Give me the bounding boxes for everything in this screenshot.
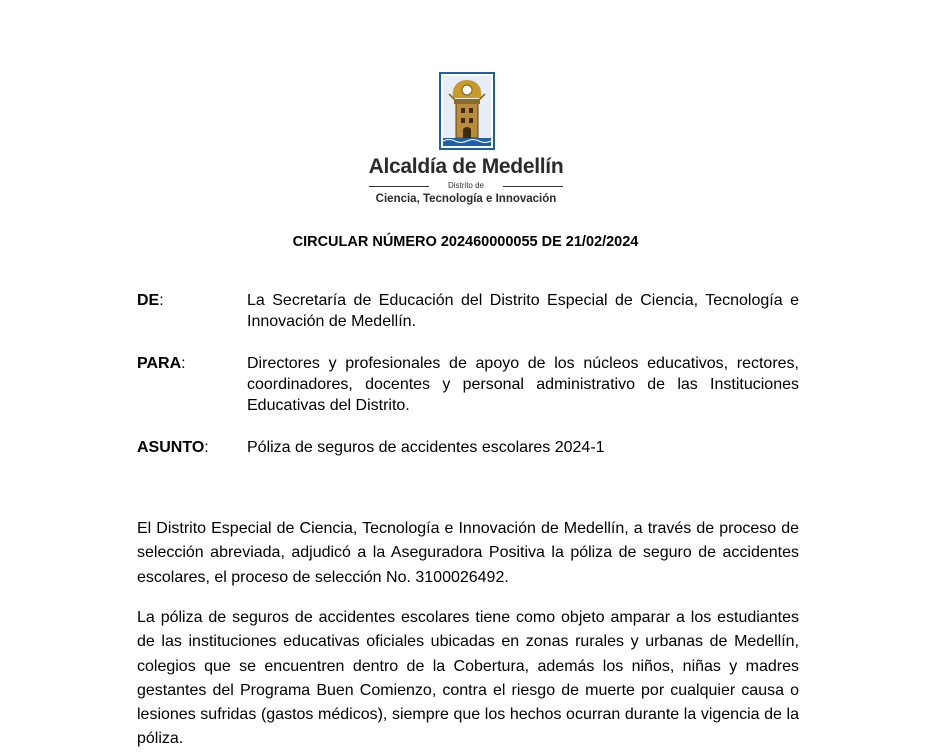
field-asunto-colon: : xyxy=(204,439,209,456)
field-asunto-label: ASUNTO xyxy=(137,439,205,456)
field-de-value: La Secretaría de Educación del Distrito Especial de Ciencia, Tecnología e Innovación de Medellín. xyxy=(247,292,799,330)
field-de xyxy=(137,290,799,332)
logo-title: Alcaldía de Medellín xyxy=(368,155,564,178)
field-para-label-wrap xyxy=(137,353,247,374)
field-de-label: DE xyxy=(137,292,160,309)
field-asunto-value: Póliza de seguros de accidentes escolares 2024-1 xyxy=(247,439,605,456)
coat-of-arms-icon xyxy=(439,72,495,150)
body-paragraph-1: El Distrito Especial de Ciencia, Tecnología e Innovación de Medellín, a través de proceso de selección abreviada, adjudicó a la Aseguradora Positiva la póliza de seguro de accidentes escolares, el proceso de selección No. 3100026492. xyxy=(137,520,799,586)
field-para xyxy=(137,353,799,416)
field-para-value: Directores y profesionales de apoyo de los núcleos educativos, rectores, coordinadores, docentes y personal administrativo de las Instituciones Educativas del Distrito. xyxy=(247,355,799,414)
circular-title: CIRCULAR NÚMERO 202460000055 DE 21/02/2024 xyxy=(292,234,639,250)
field-para-colon: : xyxy=(181,355,186,372)
field-asunto xyxy=(137,437,799,458)
logo-divider xyxy=(369,181,563,191)
body-paragraph-2: La póliza de seguros de accidentes escolares tiene como objeto amparar a los estudiantes de las instituciones educativas oficiales ubicadas en zonas rurales y urbanas de Medellín, colegios que se encuentren dentro de la Cobertura, además los niños, niñas y madres gestantes del Programa Buen Comienzo, contra el riesgo de muerte por cualquier causa o lesiones sufridas (gastos médicos), siempre que los hechos ocurran durante la vigencia de la póliza. xyxy=(137,609,799,748)
logo-subtitle-2: Ciencia, Tecnología e Innovación xyxy=(375,193,557,205)
field-de-colon: : xyxy=(159,292,164,309)
field-de-label-wrap xyxy=(137,290,247,311)
logo-subtitle: Distrito de xyxy=(447,181,484,190)
field-asunto-label-wrap xyxy=(137,437,247,458)
header-logo xyxy=(365,72,567,208)
field-para-label: PARA xyxy=(137,355,182,372)
